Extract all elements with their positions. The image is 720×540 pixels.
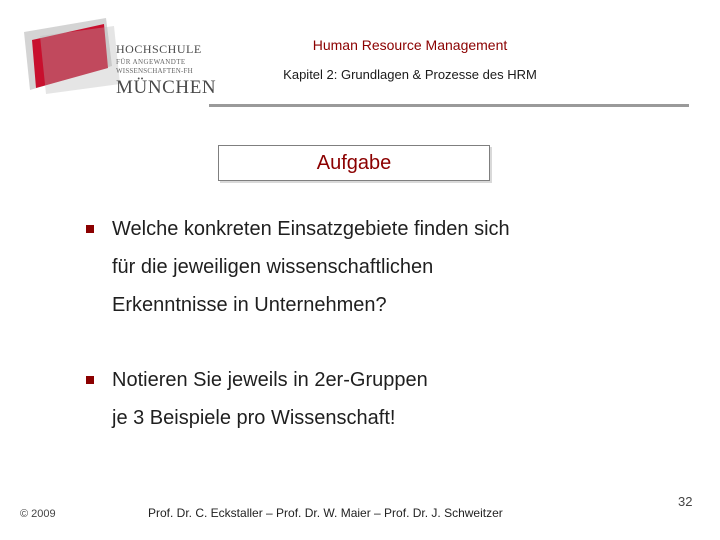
logo-line-3: WISSENSCHAFTEN-FH <box>116 67 193 75</box>
bullet-text-line: Welche konkreten Einsatzgebiete finden sich <box>112 218 510 240</box>
footer-copyright: © 2009 <box>20 508 56 520</box>
bullet-square-icon <box>86 225 94 233</box>
task-heading: Aufgabe <box>316 152 392 174</box>
logo-line-2: FÜR ANGEWANDTE <box>116 58 186 66</box>
bullet-text-line: Erkenntnisse in Unternehmen? <box>112 294 387 316</box>
footer-authors: Prof. Dr. C. Eckstaller – Prof. Dr. W. Maier – Prof. Dr. J. Schweitzer <box>148 506 503 520</box>
header-title: Human Resource Management <box>312 37 508 53</box>
bullet-text-line: für die jeweiligen wissenschaftlichen <box>112 256 434 278</box>
bullet-text-line: Notieren Sie jeweils in 2er-Gruppen <box>112 369 428 391</box>
header-subtitle: Kapitel 2: Grundlagen & Prozesse des HRM <box>283 67 537 82</box>
bullet-square-icon <box>86 376 94 384</box>
task-heading-box <box>218 145 490 181</box>
logo-line-1: HOCHSCHULE <box>116 42 202 56</box>
bullet-text-line: je 3 Beispiele pro Wissenschaft! <box>112 407 396 429</box>
page-number: 32 <box>678 494 693 509</box>
header-divider <box>209 104 689 107</box>
logo-line-4: MÜNCHEN <box>116 77 217 98</box>
